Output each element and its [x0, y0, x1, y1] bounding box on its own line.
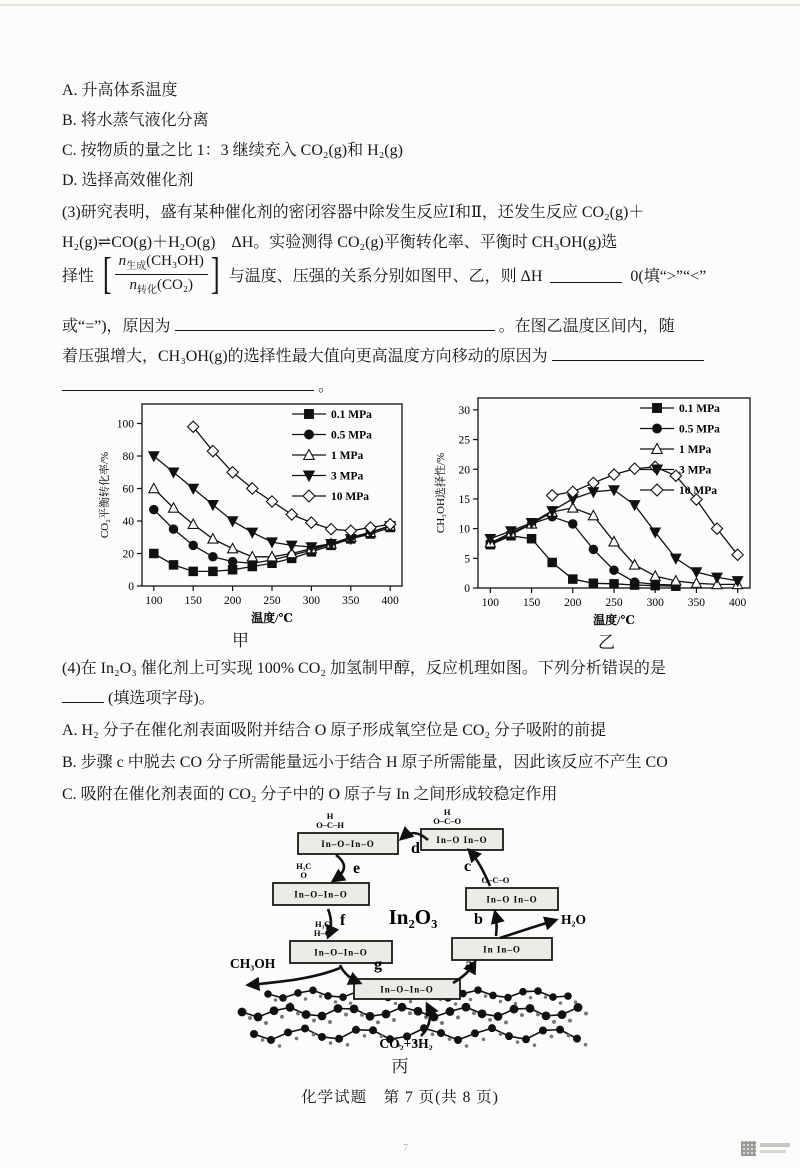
svg-text:e: e	[353, 860, 361, 877]
qr-code-icon	[741, 1141, 756, 1156]
svg-text:1 MPa: 1 MPa	[679, 444, 712, 456]
svg-text:20: 20	[458, 464, 470, 477]
ch3oh-selectivity-chart	[432, 390, 762, 630]
svg-text:In–O–In–O: In–O–In–O	[321, 839, 375, 849]
frac-den-rest: (CO₂)	[157, 276, 194, 293]
frac-num-n: n	[118, 252, 127, 269]
svg-text:O–C–O: O–C–O	[481, 875, 510, 885]
option-b-top: B. 将水蒸气液化分离	[62, 112, 209, 129]
svg-text:1 MPa: 1 MPa	[331, 450, 364, 462]
option-a-top: A. 升高体系温度	[62, 82, 178, 99]
q3-line2: H₂(g)⇌CO(g)＋H₂O(g) ΔH。实验测得 CO₂(g)平衡转化率、平衡时 CH₃OH(g)选	[62, 234, 618, 251]
svg-text:300: 300	[646, 597, 664, 609]
watermark-text-line	[760, 1150, 786, 1153]
q4-option-a: A. H₂ 分子在催化剂表面吸附并结合 O 原子形成氧空位是 CO₂ 分子吸附的前提	[62, 722, 607, 739]
svg-text:In–O–In–O: In–O–In–O	[294, 889, 348, 900]
mechanism-diagram	[228, 798, 608, 1055]
svg-text:10 MPa: 10 MPa	[331, 491, 370, 503]
svg-text:In–O In–O: In–O In–O	[436, 835, 488, 845]
svg-text:30: 30	[458, 404, 470, 417]
svg-text:400: 400	[381, 595, 399, 607]
svg-text:H₂O: H₂O	[561, 912, 587, 927]
q3-line6-end: 。	[318, 378, 335, 395]
svg-text:0: 0	[128, 581, 134, 593]
svg-text:CO₂平衡转化率/%: CO₂平衡转化率/%	[99, 451, 111, 539]
svg-text:25: 25	[458, 434, 470, 447]
answer-blank-dh	[550, 266, 622, 283]
svg-text:100: 100	[116, 418, 134, 431]
svg-text:0.1 MPa: 0.1 MPa	[331, 409, 372, 421]
svg-text:H₃C: H₃C	[314, 919, 331, 929]
svg-text:f: f	[340, 912, 346, 929]
svg-text:CH₃OH: CH₃OH	[230, 956, 276, 971]
svg-text:O–C–H: O–C–H	[316, 820, 344, 830]
mechanism-caption: 丙	[391, 1057, 409, 1076]
q3-frac-suffix: 与温度、压强的关系分别如图甲、乙，则 ΔH	[228, 267, 543, 285]
svg-text:10 MPa: 10 MPa	[679, 485, 718, 497]
selectivity-fraction	[115, 253, 208, 296]
answer-blank-reason2a	[552, 344, 704, 361]
svg-text:100: 100	[481, 597, 499, 609]
q3-frac-prefix: 择性	[62, 267, 95, 285]
chart-yi	[432, 390, 762, 635]
svg-text:40: 40	[122, 516, 134, 528]
frac-num-rest: (CH₃OH)	[146, 252, 204, 269]
svg-text:H: H	[326, 811, 334, 821]
svg-text:100: 100	[145, 595, 163, 607]
frac-num-sub: 生成	[126, 260, 147, 272]
svg-text:H: H	[443, 807, 451, 817]
svg-text:温度/℃: 温度/℃	[593, 613, 635, 627]
left-bracket: [	[102, 249, 112, 298]
q4-option-b: B. 步骤 c 中脱去 CO 分子所需能量远小于结合 H 原子所需能量，因此该反应不产生 CO	[62, 754, 668, 771]
frac-den-sub: 转化	[137, 284, 157, 296]
svg-text:150: 150	[522, 597, 541, 609]
svg-text:d: d	[411, 840, 420, 857]
svg-text:a: a	[465, 956, 473, 973]
answer-blank-reason1	[175, 314, 495, 331]
svg-text:20: 20	[122, 548, 134, 561]
q3-line4b: 。在图乙温度区间内，随	[498, 318, 675, 335]
svg-text:350: 350	[687, 597, 706, 609]
svg-text:In₂O₃: In₂O₃	[388, 905, 438, 929]
svg-text:CO₂+3H₂: CO₂+3H₂	[379, 1036, 433, 1050]
svg-text:b: b	[474, 911, 483, 928]
svg-text:CH₃OH选择性/%: CH₃OH选择性/%	[435, 452, 447, 534]
q4-stem1: (4)在 In₂O₃ 催化剂上可实现 100% CO₂ 加氢制甲醇，反应机理如图。下列分析错误的是	[62, 660, 666, 677]
q3-line5-text: 着压强增大，CH₃OH(g)的选择性最大值向更高温度方向移动的原因为	[62, 348, 548, 365]
q3-line4	[62, 312, 747, 341]
right-bracket: ]	[210, 249, 220, 298]
svg-text:0.5 MPa: 0.5 MPa	[331, 429, 372, 442]
svg-text:3 MPa: 3 MPa	[679, 464, 712, 477]
svg-text:O: O	[300, 870, 308, 880]
chart-jia	[96, 396, 414, 633]
svg-text:In In–O: In In–O	[483, 944, 521, 955]
page-footer: 化学试题 第 7 页(共 8 页)	[301, 1089, 499, 1106]
q3-fraction-line	[62, 249, 747, 308]
q3-line5	[62, 342, 747, 371]
watermark-text-line	[760, 1143, 790, 1147]
frac-den-n: n	[129, 276, 137, 293]
answer-blank-q4	[62, 686, 104, 703]
q4-stem2	[62, 684, 747, 713]
svg-text:c: c	[464, 858, 472, 875]
svg-text:H–O: H–O	[313, 928, 332, 938]
q4-option-c: C. 吸附在催化剂表面的 CO₂ 分子中的 O 原子与 In 之间形成较稳定作用	[62, 786, 558, 803]
svg-text:200: 200	[564, 597, 582, 609]
svg-text:In–O In–O: In–O In–O	[486, 894, 538, 905]
svg-text:10: 10	[458, 523, 470, 536]
svg-text:g: g	[374, 956, 382, 973]
chart-jia-caption: 甲	[232, 631, 249, 650]
co2-conversion-chart	[96, 396, 414, 628]
svg-text:200: 200	[223, 595, 242, 607]
chart-yi-caption: 乙	[598, 633, 615, 652]
svg-text:350: 350	[342, 595, 360, 607]
q3-after-blank1: 0(填“>”“<”	[630, 267, 707, 285]
scan-artifact	[0, 4, 800, 6]
q4-stem2-text: (填选项字母)。	[108, 690, 215, 707]
svg-text:In–O–In–O: In–O–In–O	[314, 947, 368, 958]
q3-line1: (3)研究表明，盛有某种催化剂的密闭容器中除发生反应Ⅰ和Ⅱ，还发生反应 CO₂(g)＋	[62, 204, 645, 221]
svg-text:80: 80	[122, 451, 134, 463]
svg-text:250: 250	[263, 595, 281, 607]
svg-text:H₃C: H₃C	[296, 861, 312, 871]
svg-text:In–O–In–O: In–O–In–O	[380, 984, 434, 995]
svg-text:300: 300	[302, 595, 321, 607]
svg-text:0: 0	[464, 583, 470, 595]
page-number-mark: 7	[403, 1143, 408, 1154]
svg-text:400: 400	[729, 597, 747, 609]
option-c-top: C. 按物质的量之比 1：3 继续充入 CO₂(g)和 H₂(g)	[62, 142, 403, 159]
svg-text:150: 150	[184, 595, 202, 607]
svg-text:5: 5	[464, 553, 470, 566]
in2o3-catalytic-cycle	[228, 798, 608, 1050]
svg-text:250: 250	[605, 597, 623, 609]
svg-text:60: 60	[122, 483, 134, 496]
svg-text:0.1 MPa: 0.1 MPa	[679, 403, 720, 415]
option-d-top: D. 选择高效催化剂	[62, 172, 194, 189]
svg-text:0.5 MPa: 0.5 MPa	[679, 423, 720, 436]
answer-blank-reason2b	[62, 374, 314, 391]
svg-text:3 MPa: 3 MPa	[331, 470, 364, 483]
svg-text:15: 15	[458, 493, 470, 506]
q3-line4a: 或“=”)，原因为	[62, 318, 171, 335]
svg-text:温度/℃: 温度/℃	[251, 611, 293, 625]
svg-text:O–C–O: O–C–O	[433, 816, 462, 826]
qr-watermark	[741, 1141, 793, 1157]
